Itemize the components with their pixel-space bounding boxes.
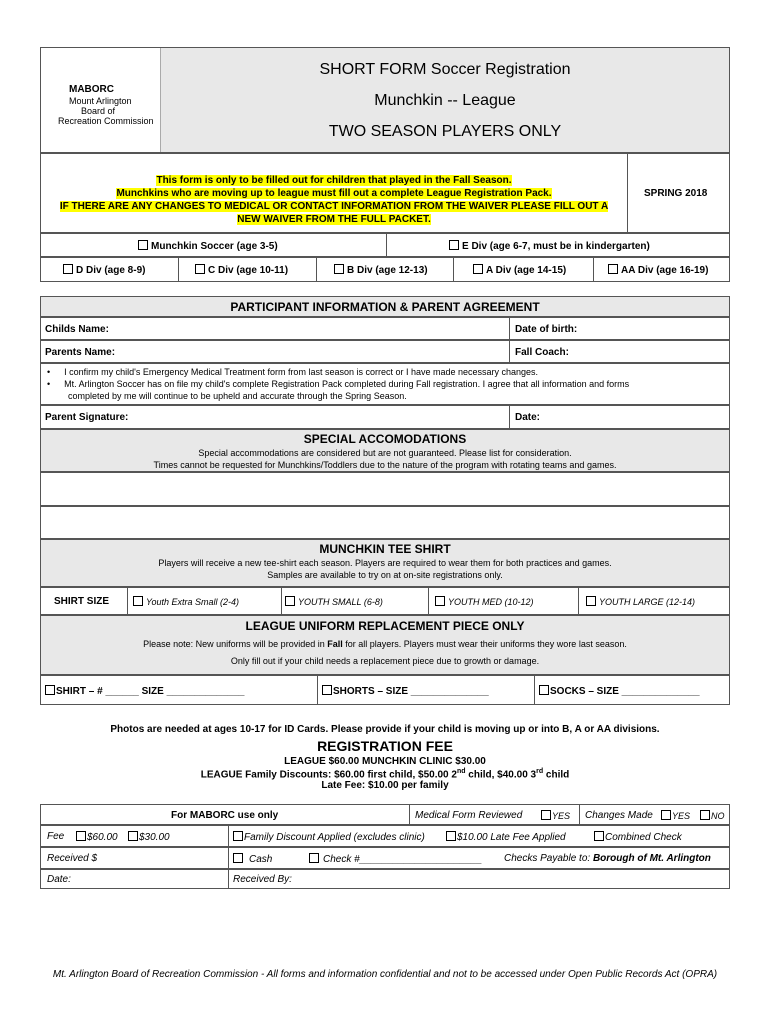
size-youth-small-label: YOUTH SMALL (6-8): [298, 597, 383, 607]
header-box: [40, 47, 730, 153]
checkbox-icon[interactable]: [594, 831, 604, 841]
checkbox-icon[interactable]: [334, 264, 344, 274]
agreement-bullet-2-text: Mt. Arlington Soccer has on file my child's complete Registration Pack completed during Fall registration. I agree that all information and forms: [64, 379, 630, 389]
combined-check[interactable]: [594, 831, 682, 843]
checkbox-icon[interactable]: [322, 685, 332, 695]
fee-heading: REGISTRATION FEE: [317, 738, 453, 754]
division-a[interactable]: [473, 264, 566, 276]
participant-heading: [40, 296, 730, 317]
agreement-bullet-1-text: I confirm my child's Emergency Medical Treatment form from last season is correct or I have made necessary changes.: [64, 367, 539, 377]
notice-line-3: IF THERE ARE ANY CHANGES TO MEDICAL OR CONTACT INFORMATION FROM THE WAIVER PLEASE FILL OUT A: [59, 201, 609, 212]
uniform-heading: [40, 615, 730, 675]
size-youth-large[interactable]: [586, 596, 695, 607]
notice-line-2: Munchkins who are moving up to league must fill out a complete League Registration Pack.: [116, 188, 552, 199]
checkbox-icon[interactable]: [309, 853, 319, 863]
division-a-label: A Div (age 14-15): [486, 265, 567, 276]
check-number-label: Check #______________________: [323, 854, 483, 865]
agreement-bullet-1: • I confirm my child's Emergency Medical Treatment form from last season is correct or I have made necessary changes.: [47, 367, 539, 377]
checkbox-icon[interactable]: [435, 596, 445, 606]
division-c-label: C Div (age 10-11): [208, 265, 289, 276]
checkbox-icon[interactable]: [233, 831, 243, 841]
title-line-1: SHORT FORM Soccer Registration: [319, 61, 571, 78]
division-munchkin-label: Munchkin Soccer (age 3-5): [151, 241, 278, 252]
fee-label: Fee: [47, 831, 65, 842]
title-area: [161, 48, 729, 152]
uniform-line-1: [41, 639, 729, 649]
dob-label: Date of birth:: [515, 324, 578, 335]
childs-name-label: Childs Name:: [45, 324, 109, 335]
medical-yes[interactable]: [541, 810, 570, 821]
fee-line-2-c: child: [543, 769, 570, 781]
checkbox-icon[interactable]: [133, 596, 143, 606]
checkbox-icon[interactable]: [661, 810, 671, 820]
received-label: Received $: [47, 853, 98, 864]
fee-line-2-a: LEAGUE Family Discounts: $60.00 first child, $50.00 2: [200, 769, 457, 781]
changes-no-label: NO: [711, 811, 725, 821]
tshirt-line-2: Samples are available to try on at on-site registrations only.: [267, 570, 503, 580]
division-c[interactable]: [195, 264, 288, 276]
uniform-line-1-pre: Please note: New uniforms will be provided in: [143, 639, 328, 649]
division-d-label: D Div (age 8-9): [76, 265, 146, 276]
division-aa[interactable]: [608, 264, 708, 276]
fall-coach-label: Fall Coach:: [515, 347, 569, 358]
division-b-label: B Div (age 12-13): [347, 265, 428, 276]
size-youth-med-label: YOUTH MED (10-12): [448, 597, 534, 607]
checkbox-icon[interactable]: [76, 831, 86, 841]
fee-sup-rd: rd: [536, 768, 544, 775]
changes-yes-label: YES: [672, 811, 691, 821]
changes-no[interactable]: [700, 810, 725, 821]
childs-name-row: [40, 317, 730, 340]
tshirt-heading: [40, 539, 730, 587]
uniform-shorts[interactable]: [322, 685, 489, 697]
title-line-2: Munchkin -- League: [374, 92, 516, 109]
title-line-3: TWO SEASON PLAYERS ONLY: [328, 123, 562, 140]
parents-name-row: [40, 340, 730, 363]
checks-payable-label: Checks Payable to:: [504, 853, 591, 864]
shirt-size-label: SHIRT SIZE: [54, 596, 110, 607]
division-e-label: E Div (age 6-7, must be in kindergarten): [462, 241, 650, 252]
office-row-4: [40, 869, 730, 889]
medical-form-label: Medical Form Reviewed: [415, 810, 523, 821]
uniform-heading-text: LEAGUE UNIFORM REPLACEMENT PIECE ONLY: [245, 619, 525, 633]
signature-row: [40, 405, 730, 429]
uniform-shirt[interactable]: [45, 685, 244, 697]
childs-name-input[interactable]: [131, 320, 501, 338]
division-munchkin[interactable]: [138, 240, 278, 252]
participant-heading-text: PARTICIPANT INFORMATION & PARENT AGREEMENT: [230, 300, 540, 314]
checkbox-icon[interactable]: [446, 831, 456, 841]
logo-line-2: Mount Arlington: [69, 96, 132, 106]
tshirt-heading-text: MUNCHKIN TEE SHIRT: [319, 542, 451, 556]
uniform-shirt-label: SHIRT – # ______ SIZE ______________: [56, 686, 245, 697]
changes-made-label: Changes Made: [585, 810, 653, 821]
checks-payable: [504, 853, 711, 864]
special-input-2[interactable]: [40, 506, 730, 539]
fee-60[interactable]: [76, 831, 118, 843]
notice-text: [41, 174, 627, 226]
special-line-1: Special accommodations are considered but are not guaranteed. Please list for consideration.: [198, 448, 572, 458]
checkbox-icon[interactable]: [449, 240, 459, 250]
division-e[interactable]: [449, 240, 650, 252]
fee-line-2-b: child, $40.00 3: [465, 769, 537, 781]
logo-line-4: Recreation Commission: [58, 116, 154, 126]
size-youth-large-label: YOUTH LARGE (12-14): [599, 597, 696, 607]
special-heading-text: SPECIAL ACCOMODATIONS: [303, 432, 467, 446]
notice-line-1: This form is only to be filled out for children that played in the Fall Season.: [156, 175, 512, 186]
cash-option[interactable]: [233, 853, 272, 865]
combined-check-label: Combined Check: [605, 832, 682, 843]
uniform-socks[interactable]: [539, 685, 700, 697]
checkbox-icon[interactable]: [473, 264, 483, 274]
fee-60-label: $60.00: [87, 832, 118, 843]
shirt-size-row: [40, 587, 730, 615]
uniform-line-1-post: for all players. Players must wear their uniforms they wore last season.: [342, 639, 627, 649]
season-label: SPRING 2018: [644, 188, 708, 199]
checkbox-icon[interactable]: [128, 831, 138, 841]
fee-line-3: Late Fee: $10.00 per family: [321, 780, 449, 791]
size-youth-med[interactable]: [435, 596, 534, 607]
division-b[interactable]: [334, 264, 428, 276]
checkbox-icon[interactable]: [195, 264, 205, 274]
checkbox-icon[interactable]: [285, 596, 295, 606]
divisions-row-2: [40, 257, 730, 282]
uniform-socks-label: SOCKS – SIZE ______________: [550, 686, 700, 697]
check-option[interactable]: [309, 853, 482, 865]
size-youth-xs-label: Youth Extra Small (2-4): [146, 597, 240, 607]
notice-line-4: NEW WAIVER FROM THE FULL PACKET.: [237, 214, 431, 225]
division-d[interactable]: [63, 264, 145, 276]
checks-payable-to: Borough of Mt. Arlington: [592, 853, 711, 864]
checkbox-icon[interactable]: [45, 685, 55, 695]
division-aa-label: AA Div (age 16-19): [621, 265, 709, 276]
checkbox-icon[interactable]: [233, 853, 243, 863]
agreement-bullet-2: • Mt. Arlington Soccer has on file my child's complete Registration Pack completed during Fall registration. I agree that all information and forms: [47, 379, 630, 389]
received-by-label: Received By:: [233, 874, 292, 885]
for-maborc-label: For MABORC use only: [171, 810, 279, 821]
fee-line-2: [40, 768, 730, 780]
late-fee[interactable]: [446, 831, 566, 843]
special-input-1[interactable]: [40, 472, 730, 506]
family-discount-label: Family Discount Applied (excludes clinic): [244, 832, 425, 843]
fee-sup-nd: nd: [456, 768, 466, 775]
late-fee-label: $10.00 Late Fee Applied: [457, 832, 566, 843]
fee-30[interactable]: [128, 831, 170, 843]
logo-line-3: Board of: [81, 106, 116, 116]
footer-note: Mt. Arlington Board of Recreation Commission - All forms and information confidential and not to be accessed under Open Public Records Act (OPRA): [52, 969, 718, 980]
uniform-line-1-bold: Fall: [327, 639, 343, 649]
checkbox-icon[interactable]: [539, 685, 549, 695]
tshirt-line-1: Players will receive a new tee-shirt each season. Players are required to wear them for both practices and games.: [158, 558, 612, 568]
office-date-label: Date:: [47, 874, 71, 885]
notice-box: [40, 153, 730, 233]
special-line-2: Times cannot be requested for Munchkins/Toddlers due to the nature of the program with rotating teams and games.: [153, 460, 617, 470]
size-youth-xs[interactable]: [133, 596, 239, 607]
parent-signature-label: Parent Signature:: [45, 412, 129, 423]
office-row-3: [40, 847, 730, 869]
divisions-row-1: [40, 233, 730, 257]
uniform-shorts-label: SHORTS – SIZE ______________: [333, 686, 489, 697]
checkbox-icon[interactable]: [700, 810, 710, 820]
uniform-pieces-row: [40, 675, 730, 705]
size-youth-small[interactable]: [285, 596, 383, 607]
checkbox-icon[interactable]: [63, 264, 73, 274]
cash-label: Cash: [249, 854, 273, 865]
family-discount[interactable]: [233, 831, 425, 843]
checkbox-icon[interactable]: [608, 264, 618, 274]
checkbox-icon[interactable]: [541, 810, 551, 820]
photos-note: Photos are needed at ages 10-17 for ID Cards. Please provide if your child is moving up or into B, A or AA divisions.: [110, 724, 660, 735]
special-heading: [40, 429, 730, 472]
logo-line-1: MABORC: [69, 84, 114, 95]
logo: [41, 48, 161, 152]
changes-yes[interactable]: [661, 810, 690, 821]
agreement-box: [40, 363, 730, 405]
office-row-2: [40, 825, 730, 847]
checkbox-icon[interactable]: [586, 596, 596, 606]
fee-line-1: LEAGUE $60.00 MUNCHKIN CLINIC $30.00: [284, 756, 486, 767]
signature-date-label: Date:: [515, 412, 541, 423]
parents-name-label: Parents Name:: [45, 347, 116, 358]
office-row-1: [40, 804, 730, 825]
fee-30-label: $30.00: [139, 832, 170, 843]
uniform-line-2: Only fill out if your child needs a replacement piece due to growth or damage.: [230, 656, 540, 666]
medical-yes-label: YES: [552, 811, 571, 821]
checkbox-icon[interactable]: [138, 240, 148, 250]
agreement-bullet-2-cont: completed by me will continue to be upheld and accurate through the Spring Season.: [68, 391, 407, 401]
